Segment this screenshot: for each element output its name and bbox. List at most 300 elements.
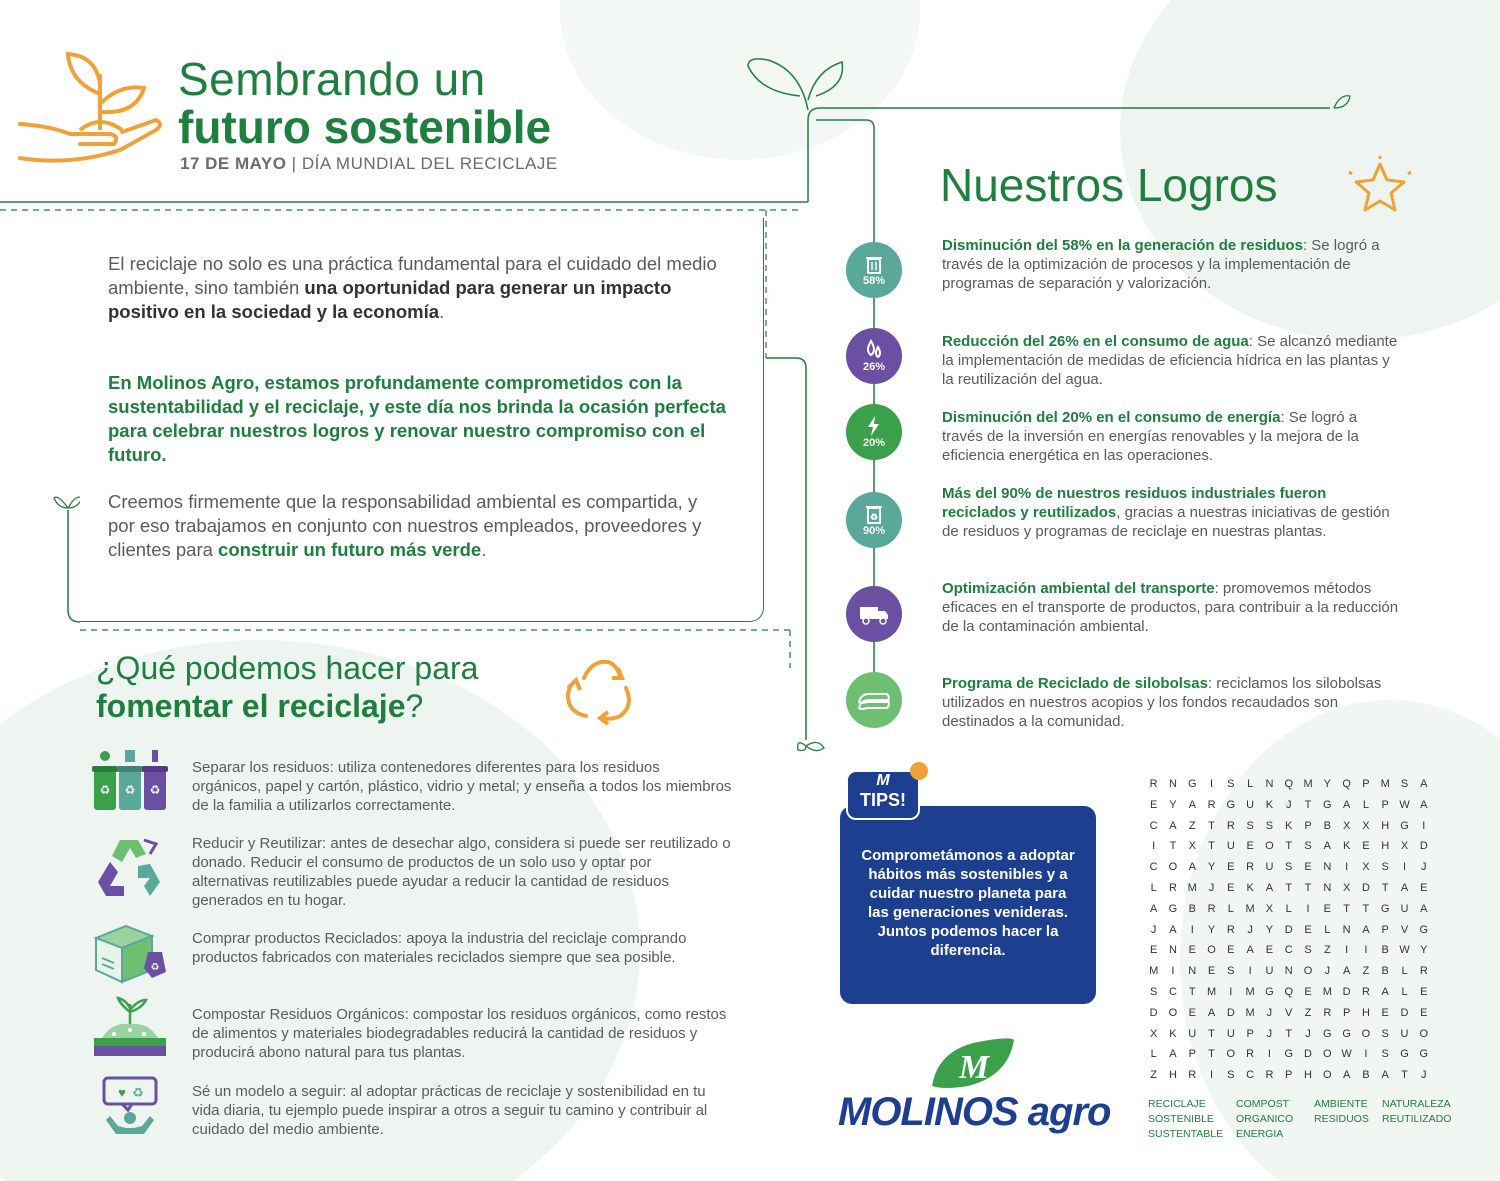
word-search-letter: T bbox=[1381, 881, 1389, 894]
hand-plant-icon bbox=[10, 34, 170, 174]
word-search-letter: J bbox=[1324, 965, 1331, 978]
word-search-letter: W bbox=[1341, 1048, 1352, 1061]
word-search-word: REUTILIZADO bbox=[1382, 1113, 1452, 1125]
word-search-letter: G bbox=[1168, 902, 1178, 915]
svg-text:♻: ♻ bbox=[132, 1085, 144, 1100]
word-search-letter: W bbox=[1399, 798, 1410, 811]
word-search-letter: P bbox=[1285, 1069, 1293, 1082]
word-search-letter: R bbox=[1226, 923, 1235, 936]
word-search-letter: A bbox=[1188, 861, 1196, 874]
word-search-row bbox=[1144, 820, 1433, 841]
word-search-letter: G bbox=[1380, 902, 1390, 915]
word-search-letter: X bbox=[1149, 1027, 1158, 1040]
word-search-letter: J bbox=[1266, 1006, 1273, 1019]
word-search-letter: H bbox=[1361, 1006, 1370, 1019]
word-search-letter: E bbox=[1188, 1006, 1196, 1019]
word-search-row bbox=[1144, 799, 1433, 820]
word-search-letter: R bbox=[1361, 985, 1370, 998]
tips-badge bbox=[846, 770, 920, 820]
word-search-letter: Y bbox=[1323, 778, 1331, 790]
word-search-letter: E bbox=[1149, 944, 1158, 957]
subtitle-date: 17 DE MAYO bbox=[180, 154, 287, 173]
word-search-list bbox=[1148, 1098, 1462, 1140]
logo-wordmark: MOLINOS agro bbox=[838, 1090, 1111, 1134]
word-search-letter: Y bbox=[1265, 923, 1274, 936]
word-search-letter: C bbox=[1149, 861, 1158, 874]
word-search-letter: C bbox=[1246, 1069, 1255, 1082]
word-search-row bbox=[1144, 1028, 1433, 1049]
word-search-letter: R bbox=[1246, 861, 1255, 874]
word-search-letter: U bbox=[1265, 965, 1274, 978]
word-search-letter: A bbox=[1420, 798, 1428, 811]
word-search-letter: G bbox=[1265, 985, 1274, 998]
word-search-letter: X bbox=[1265, 902, 1274, 915]
word-search-letter: O bbox=[1168, 1006, 1178, 1019]
energy-bolt-icon bbox=[863, 415, 885, 437]
word-search-letter: Y bbox=[1169, 798, 1177, 811]
word-search-row bbox=[1144, 1007, 1433, 1028]
word-search-letter: A bbox=[1400, 881, 1409, 894]
word-search-letter: L bbox=[1150, 1048, 1157, 1061]
word-search-word: RESIDUOS bbox=[1314, 1113, 1369, 1125]
word-search-letter: S bbox=[1265, 819, 1274, 832]
word-search-letter: T bbox=[1304, 881, 1312, 894]
word-search-letter: A bbox=[1207, 1006, 1216, 1019]
word-search-word: NATURALEZA bbox=[1382, 1098, 1451, 1110]
logro-item-4: Más del 90% de nuestros residuos industriales fueron reciclados y reutilizados, gracias a nuestras iniciativas de gestión de residuos y programas de reciclaje en nuestras plantas. bbox=[942, 485, 1390, 540]
word-search-row bbox=[1144, 778, 1433, 799]
word-search-letter: L bbox=[1401, 985, 1408, 998]
word-search-letter: A bbox=[1323, 840, 1331, 853]
word-search-letter: E bbox=[1149, 798, 1158, 811]
word-search-letter: D bbox=[1284, 923, 1293, 936]
word-search-letter: G bbox=[1342, 1027, 1351, 1040]
svg-text:♻: ♻ bbox=[124, 783, 136, 797]
word-search-letter: U bbox=[1400, 1027, 1409, 1040]
word-search-letter: B bbox=[1188, 902, 1196, 915]
word-search-letter: W bbox=[1399, 944, 1410, 957]
word-search-letter: T bbox=[1208, 1027, 1215, 1040]
word-search-letter: H bbox=[1304, 1069, 1312, 1082]
word-search-word: ORGANICO bbox=[1236, 1113, 1294, 1125]
word-search-letter: I bbox=[1152, 840, 1156, 853]
word-search-letter: E bbox=[1227, 944, 1235, 957]
word-search-letter: M bbox=[1206, 985, 1217, 998]
word-search-letter: M bbox=[1303, 778, 1313, 790]
badge-label: 90% bbox=[862, 525, 886, 537]
word-search-letter: O bbox=[1303, 965, 1313, 978]
word-search-letter: S bbox=[1149, 985, 1158, 998]
word-search-letter: K bbox=[1169, 1027, 1177, 1040]
word-search-letter: V bbox=[1400, 923, 1409, 936]
star-icon bbox=[1348, 156, 1412, 216]
word-search-letter: J bbox=[1305, 1027, 1311, 1040]
word-search-letter: T bbox=[1208, 1048, 1215, 1061]
word-search-letter: O bbox=[1226, 1048, 1236, 1061]
word-search-letter: S bbox=[1285, 861, 1293, 874]
recycle-arrows-icon bbox=[92, 836, 168, 900]
word-search-letter: Q bbox=[1284, 778, 1293, 790]
word-search-letter: A bbox=[1169, 923, 1177, 936]
word-search-letter: Y bbox=[1207, 923, 1216, 936]
word-search-letter: U bbox=[1246, 798, 1255, 811]
word-search-letter: P bbox=[1188, 1048, 1196, 1061]
word-search-letter: Z bbox=[1188, 819, 1196, 832]
word-search-letter: L bbox=[1227, 902, 1234, 915]
word-search-row bbox=[1144, 1069, 1433, 1090]
word-search-letter: I bbox=[1190, 923, 1194, 936]
word-search-letter: K bbox=[1342, 840, 1351, 853]
word-search-letter: J bbox=[1421, 1069, 1427, 1082]
word-search-letter: Z bbox=[1362, 965, 1370, 978]
subtitle-separator: | bbox=[291, 154, 297, 173]
intro-paragraph-3: Creemos firmemente que la responsabilidad ambiental es compartida, y por eso trabajamos en conjunto con nuestros empleados, proveedores y clientes para construir un futuro más verde. bbox=[108, 491, 702, 560]
badge-silobolsas bbox=[846, 672, 902, 728]
word-search-word: SUSTENTABLE bbox=[1148, 1128, 1224, 1140]
word-search-letter: S bbox=[1381, 861, 1389, 874]
word-search-letter: M bbox=[1245, 902, 1255, 915]
word-search-letter: D bbox=[1342, 985, 1351, 998]
word-search-letter: N bbox=[1342, 923, 1351, 936]
word-search-letter: D bbox=[1400, 1006, 1409, 1019]
word-search-letter: R bbox=[1207, 798, 1216, 811]
word-search-letter: T bbox=[1362, 902, 1370, 915]
word-search-letter: N bbox=[1168, 944, 1177, 957]
logros-title: Nuestros Logros bbox=[940, 159, 1278, 211]
svg-text:♻: ♻ bbox=[149, 783, 161, 797]
lightbulb-icon bbox=[910, 762, 928, 780]
word-search-letter: Y bbox=[1207, 861, 1216, 874]
word-search-letter: I bbox=[1306, 902, 1310, 915]
svg-text:♥: ♥ bbox=[118, 1085, 126, 1100]
word-search-letter: N bbox=[1265, 778, 1274, 790]
word-search-letter: G bbox=[1323, 798, 1332, 811]
word-search-letter: D bbox=[1419, 840, 1428, 853]
word-search-letter: A bbox=[1265, 881, 1274, 894]
word-search-letter: T bbox=[1208, 819, 1215, 832]
word-search-letter: X bbox=[1188, 840, 1196, 853]
word-search-letter: T bbox=[1285, 1027, 1293, 1040]
word-search-letter: L bbox=[1401, 965, 1408, 978]
word-search-letter: P bbox=[1381, 923, 1389, 936]
word-search-letter: R bbox=[1419, 965, 1428, 978]
word-search-letter: E bbox=[1265, 944, 1274, 957]
word-search-letter: O bbox=[1168, 861, 1178, 874]
word-search-letter: A bbox=[1420, 778, 1428, 790]
word-search-letter: H bbox=[1168, 1069, 1177, 1082]
word-search-word: SOSTENIBLE bbox=[1148, 1113, 1214, 1125]
word-search-letter: M bbox=[1380, 778, 1390, 790]
word-search-letter: A bbox=[1362, 923, 1370, 936]
word-search-word: ENERGIA bbox=[1236, 1128, 1284, 1140]
word-search-letter: M bbox=[1322, 985, 1332, 998]
word-search-letter: J bbox=[1285, 798, 1292, 811]
trash-icon bbox=[863, 253, 885, 275]
word-search-letter: C bbox=[1149, 819, 1158, 832]
logro-item-3: Disminución del 20% en el consumo de energía: Se logró a través de la inversión en energías renovables y la mejora de la eficiencia energética en las operaciones. bbox=[942, 409, 1359, 464]
word-search-letter: B bbox=[1381, 944, 1389, 957]
logo-mark-letter: M bbox=[958, 1049, 990, 1086]
word-search-letter: A bbox=[1169, 819, 1177, 832]
word-search-letter: Z bbox=[1304, 1006, 1312, 1019]
word-search-letter: R bbox=[1149, 778, 1158, 790]
silobag-icon bbox=[857, 688, 891, 712]
word-search-letter: P bbox=[1342, 1006, 1351, 1019]
word-search-letter: J bbox=[1266, 1027, 1273, 1040]
word-search-row bbox=[1144, 861, 1433, 882]
word-search-word: COMPOST bbox=[1236, 1098, 1290, 1110]
word-search-letter: D bbox=[1226, 1006, 1235, 1019]
word-search-letter: L bbox=[1285, 902, 1292, 915]
word-search-letter: N bbox=[1323, 861, 1332, 874]
word-search-letter: P bbox=[1362, 778, 1370, 790]
tip-text-3: Comprar productos Reciclados: apoya la industria del reciclaje comprando productos fabricados con materiales reciclados siempre que sea posible. bbox=[192, 930, 687, 966]
word-search-letter: I bbox=[1248, 965, 1252, 978]
word-search-letter: B bbox=[1381, 965, 1389, 978]
word-search-grid bbox=[1144, 778, 1433, 1090]
word-search-word: RECICLAJE bbox=[1148, 1098, 1206, 1110]
word-search-letter: M bbox=[1245, 1006, 1255, 1019]
badge-label: 20% bbox=[862, 437, 886, 449]
word-search-row bbox=[1144, 840, 1433, 861]
word-search-letter: D bbox=[1149, 1006, 1158, 1019]
word-search-letter: O bbox=[1419, 1027, 1429, 1040]
word-search-letter: X bbox=[1400, 840, 1409, 853]
word-search-letter: A bbox=[1246, 944, 1254, 957]
title-line-1: Sembrando un bbox=[178, 53, 486, 105]
word-search-letter: O bbox=[1207, 944, 1216, 957]
word-search-row bbox=[1144, 903, 1433, 924]
recycling-bins-icon bbox=[92, 750, 168, 814]
word-search-letter: Q bbox=[1342, 778, 1351, 790]
badge-agua bbox=[846, 328, 902, 384]
word-search-letter: T bbox=[1169, 840, 1177, 853]
word-search-letter: I bbox=[1267, 1048, 1271, 1061]
badge-label: 58% bbox=[862, 275, 886, 287]
word-search-letter: Q bbox=[1284, 985, 1293, 998]
word-search-letter: D bbox=[1361, 881, 1370, 894]
word-search-letter: P bbox=[1304, 819, 1312, 832]
tip-text-5: Sé un modelo a seguir: al adoptar prácticas de reciclaje y sostenibilidad en tu vida diaria, tu ejemplo puede inspirar a otros a seguir tu camino y contribuir al cuidado del medio ambiente. bbox=[192, 1083, 708, 1138]
word-search-letter: N bbox=[1168, 778, 1177, 790]
word-search-letter: G bbox=[1400, 1048, 1409, 1061]
word-search-word: AMBIENTE bbox=[1314, 1098, 1368, 1110]
word-search-letter: R bbox=[1168, 881, 1177, 894]
tips-badge-letter: M bbox=[876, 772, 890, 789]
word-search-letter: I bbox=[1210, 778, 1214, 790]
word-search-letter: A bbox=[1342, 798, 1351, 811]
word-search-letter: U bbox=[1226, 840, 1235, 853]
word-search-letter: T bbox=[1401, 1069, 1408, 1082]
word-search-letter: P bbox=[1381, 798, 1389, 811]
word-search-letter: X bbox=[1362, 861, 1370, 874]
word-search-letter: S bbox=[1381, 1048, 1389, 1061]
tip-text-1: Separar los residuos: utiliza contenedores diferentes para los residuos orgánicos, papel y cartón, plástico, vidrio y metal; y enseña a todos los miembros de la familia a utilizarlos correctamente. bbox=[192, 759, 732, 814]
word-search-letter: A bbox=[1381, 985, 1389, 998]
word-search-letter: U bbox=[1265, 861, 1274, 874]
word-search-letter: E bbox=[1304, 923, 1312, 936]
word-search-letter: N bbox=[1323, 881, 1332, 894]
word-search-letter: N bbox=[1188, 965, 1197, 978]
compost-icon bbox=[92, 994, 168, 1058]
word-search-letter: S bbox=[1246, 819, 1254, 832]
subtitle-event: DÍA MUNDIAL DEL RECICLAJE bbox=[301, 154, 558, 173]
word-search-letter: U bbox=[1400, 902, 1409, 915]
word-search-row bbox=[1144, 924, 1433, 945]
word-search-row bbox=[1144, 1048, 1433, 1069]
word-search-letter: H bbox=[1381, 819, 1390, 832]
badge-residuos bbox=[846, 242, 902, 298]
molinos-logo-mark bbox=[928, 1036, 1018, 1090]
recycle-bin-icon bbox=[863, 503, 885, 525]
recycled-box-icon bbox=[92, 922, 168, 986]
tip-text-2: Reducir y Reutilizar: antes de desechar algo, considera si puede ser reutilizado o donado. Reducir el consumo de productos de un solo uso y optar por alternativas reutilizables puede ayudar a reducir la cantidad de residuos generados en tu hogar. bbox=[192, 835, 731, 909]
word-search-letter: Z bbox=[1323, 944, 1331, 957]
word-search-letter: Y bbox=[1420, 944, 1428, 957]
tips-badge-label: TIPS! bbox=[859, 790, 906, 810]
word-search-letter: E bbox=[1381, 1006, 1389, 1019]
word-search-row bbox=[1144, 944, 1433, 965]
word-search-letter: Z bbox=[1150, 1069, 1158, 1082]
word-search-letter: T bbox=[1304, 798, 1312, 811]
word-search-letter: O bbox=[1323, 1048, 1332, 1061]
word-search-letter: I bbox=[1210, 1069, 1214, 1082]
word-search-letter: G bbox=[1419, 923, 1429, 936]
logro-item-1: Disminución del 58% en la generación de residuos: Se logró a través de la optimización de procesos y la implementación de programas de separación y valorización. bbox=[942, 237, 1380, 292]
word-search-letter: R bbox=[1246, 1048, 1255, 1061]
svg-text:♻: ♻ bbox=[150, 962, 160, 973]
tip-text-4: Compostar Residuos Orgánicos: compostar los residuos orgánicos, como restos de alimentos y materiales biodegradables reducirá la cantidad de residuos y producirá abono natural para tus plantas. bbox=[192, 1006, 727, 1061]
word-search-letter: L bbox=[1150, 881, 1157, 894]
word-search-letter: J bbox=[1208, 881, 1215, 894]
truck-icon bbox=[858, 603, 890, 625]
tips-box: Comprometámonos a adoptar hábitos más sostenibles y a cuidar nuestro planeta para las generaciones venideras. Juntos podemos hacer la diferencia. bbox=[840, 806, 1096, 1004]
section-question-line-2: fomentar el reciclaje? bbox=[96, 688, 424, 724]
word-search-letter: S bbox=[1227, 778, 1235, 790]
badge-reciclados bbox=[846, 492, 902, 548]
word-search-letter: E bbox=[1304, 985, 1312, 998]
word-search-letter: I bbox=[1402, 861, 1407, 874]
word-search-letter: K bbox=[1246, 881, 1254, 894]
svg-text:♻: ♻ bbox=[99, 783, 111, 797]
word-search-word bbox=[1382, 1128, 1462, 1140]
word-search-letter: R bbox=[1188, 1069, 1197, 1082]
word-search-letter: E bbox=[1227, 861, 1235, 874]
word-search-letter: R bbox=[1226, 819, 1235, 832]
word-search-letter: K bbox=[1285, 819, 1293, 832]
logro-item-5: Optimización ambiental del transporte: promovemos métodos eficaces en el transporte de productos, para contribuir a la reducción de la contaminación ambiental. bbox=[942, 580, 1399, 635]
word-search-letter: L bbox=[1362, 798, 1369, 811]
word-search-letter: I bbox=[1345, 861, 1349, 874]
word-search-letter: E bbox=[1207, 965, 1216, 978]
intro-paragraph-1: El reciclaje no solo es una práctica fundamental para el cuidado del medio ambiente, sino también una oportunidad para generar un impacto positivo en la sociedad y la economía. bbox=[108, 253, 717, 322]
word-search-letter: I bbox=[1364, 944, 1368, 957]
logro-item-6: Programa de Reciclado de silobolsas: reciclamos los silobolsas utilizados en nuestros acopios y los fondos recaudados son destinados a la comunidad. bbox=[942, 675, 1382, 730]
subtitle bbox=[180, 154, 558, 174]
word-search-letter: S bbox=[1381, 1027, 1389, 1040]
word-search-letter: M bbox=[1187, 881, 1197, 894]
word-search-letter: E bbox=[1420, 1006, 1428, 1019]
word-search-letter: G bbox=[1187, 778, 1197, 790]
word-search-letter: R bbox=[1207, 902, 1216, 915]
word-search-letter: O bbox=[1323, 1069, 1332, 1082]
word-search-letter: A bbox=[1149, 902, 1158, 915]
word-search-letter: M bbox=[1245, 985, 1255, 998]
word-search-letter: T bbox=[1285, 881, 1293, 894]
word-search-letter: R bbox=[1265, 1069, 1274, 1082]
word-search-letter: O bbox=[1361, 1027, 1371, 1040]
word-search-letter: E bbox=[1304, 861, 1312, 874]
word-search-row bbox=[1144, 986, 1433, 1007]
word-search-letter: J bbox=[1421, 861, 1427, 874]
word-search-letter: C bbox=[1168, 985, 1177, 998]
word-search-letter: T bbox=[1343, 902, 1350, 915]
word-search-letter: G bbox=[1226, 798, 1236, 811]
word-search-letter: C bbox=[1284, 944, 1293, 957]
word-search-letter: G bbox=[1284, 1048, 1293, 1061]
word-search-letter: X bbox=[1342, 819, 1351, 832]
word-search-letter: T bbox=[1188, 985, 1196, 998]
word-search-letter: B bbox=[1323, 819, 1331, 832]
word-search-letter: I bbox=[1422, 819, 1426, 832]
word-search-word bbox=[1314, 1128, 1382, 1140]
word-search-letter: I bbox=[1345, 944, 1349, 957]
word-search-letter: A bbox=[1188, 798, 1196, 811]
word-search-letter: X bbox=[1342, 881, 1351, 894]
word-search-letter: I bbox=[1364, 1048, 1368, 1061]
word-search-letter: S bbox=[1400, 778, 1409, 790]
intro-paragraph-2: En Molinos Agro, estamos profundamente comprometidos con la sustentabilidad y el reciclaje, y este día nos brinda la ocasión perfecta para celebrar nuestros logros y renovar nuestro compromiso con el futuro. bbox=[108, 372, 726, 465]
word-search-letter: H bbox=[1381, 840, 1390, 853]
title-line-2: futuro sostenible bbox=[178, 101, 552, 153]
word-search-letter: A bbox=[1420, 902, 1428, 915]
word-search-letter: A bbox=[1169, 1048, 1177, 1061]
word-search-letter: J bbox=[1247, 923, 1253, 936]
word-search-letter: G bbox=[1419, 1048, 1429, 1061]
word-search-letter: I bbox=[1171, 965, 1175, 978]
word-search-letter: L bbox=[1247, 778, 1254, 790]
word-search-letter: E bbox=[1420, 881, 1428, 894]
section-question-line-1: ¿Qué podemos hacer para bbox=[96, 650, 479, 686]
word-search-letter: J bbox=[1150, 923, 1157, 936]
word-search-letter: I bbox=[1229, 985, 1233, 998]
word-search-letter: N bbox=[1284, 965, 1293, 978]
word-search-letter: U bbox=[1188, 1027, 1197, 1040]
word-search-letter: T bbox=[1285, 840, 1293, 853]
word-search-letter: E bbox=[1323, 902, 1331, 915]
word-search-letter: D bbox=[1304, 1048, 1312, 1061]
word-search-letter: E bbox=[1227, 881, 1235, 894]
word-search-letter: E bbox=[1188, 944, 1196, 957]
word-search-row bbox=[1144, 965, 1433, 986]
word-search-letter: S bbox=[1227, 965, 1235, 978]
badge-transporte bbox=[846, 586, 902, 642]
word-search-letter: A bbox=[1381, 1069, 1389, 1082]
word-search-letter: O bbox=[1265, 840, 1274, 853]
word-search-letter: T bbox=[1208, 840, 1215, 853]
word-search-row bbox=[1144, 882, 1433, 903]
word-search-letter: S bbox=[1304, 944, 1312, 957]
word-search-letter: P bbox=[1246, 1027, 1254, 1040]
word-search-letter: S bbox=[1304, 840, 1312, 853]
word-search-letter: K bbox=[1265, 798, 1274, 811]
word-search-letter: G bbox=[1323, 1027, 1332, 1040]
role-model-icon bbox=[92, 1076, 168, 1140]
word-search-letter: M bbox=[1149, 965, 1159, 978]
word-search-letter: V bbox=[1285, 1006, 1293, 1019]
word-search-letter: E bbox=[1420, 985, 1428, 998]
word-search-letter: L bbox=[1324, 923, 1331, 936]
